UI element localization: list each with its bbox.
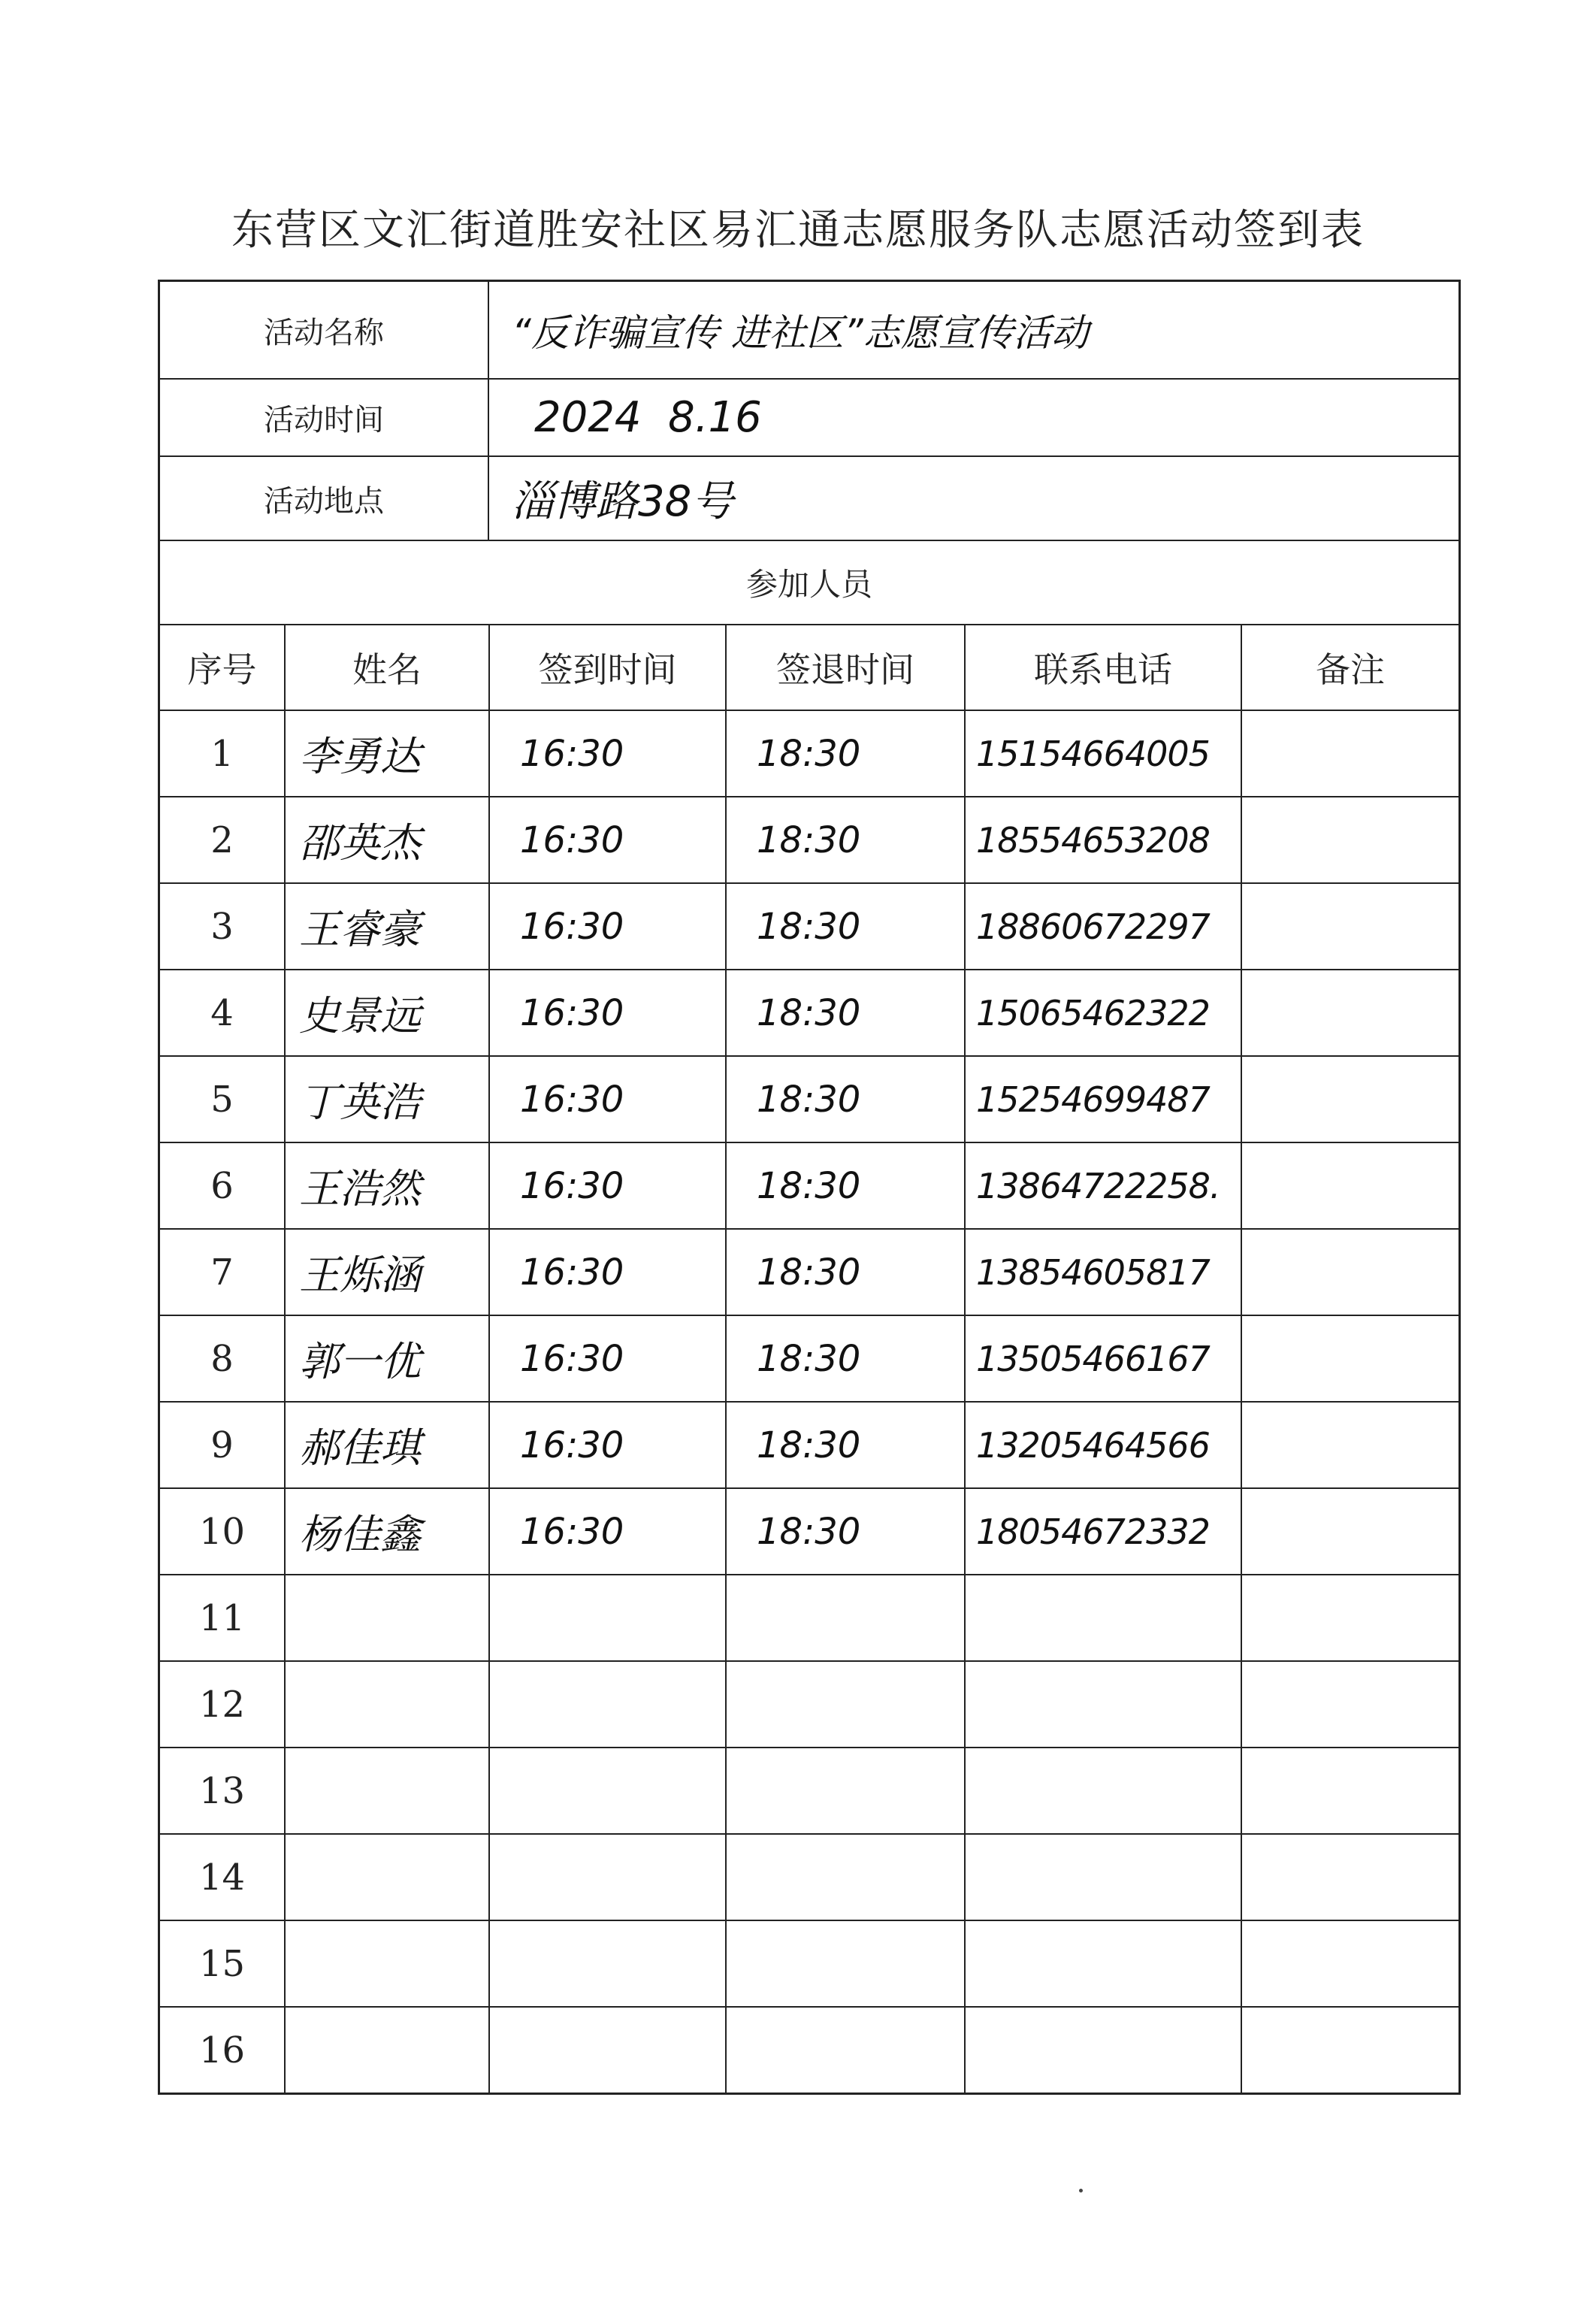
- page-title: 东营区文汇街道胜安社区易汇通志愿服务队志愿活动签到表: [231, 206, 1365, 255]
- participant-name: [285, 1920, 489, 2007]
- participant-name: 郝佳琪: [285, 1402, 489, 1488]
- col-header-checkin: 签到时间: [489, 625, 726, 710]
- col-header-no: 序号: [160, 625, 285, 710]
- checkout-time: [726, 1748, 965, 1834]
- participants-table: [160, 625, 1458, 2093]
- note: [1241, 2007, 1458, 2093]
- phone-number: 15154664005: [965, 710, 1241, 797]
- note: [1241, 883, 1458, 970]
- table-row: [160, 1229, 1458, 1315]
- row-number: 11: [160, 1575, 285, 1661]
- activity-time-label: 活动时间: [160, 380, 489, 455]
- row-number: 7: [160, 1229, 285, 1315]
- table-row: [160, 1315, 1458, 1402]
- checkout-time: 18:30: [726, 1315, 965, 1402]
- table-row: [160, 1748, 1458, 1834]
- participant-name: [285, 1834, 489, 1920]
- participant-name: [285, 1661, 489, 1748]
- col-header-name: 姓名: [285, 625, 489, 710]
- activity-name-row: [160, 282, 1458, 380]
- phone-number: 13505466167: [965, 1315, 1241, 1402]
- checkin-time: 16:30: [489, 1315, 726, 1402]
- participant-name: [285, 1575, 489, 1661]
- checkin-time: 16:30: [489, 1402, 726, 1488]
- checkin-time: 16:30: [489, 710, 726, 797]
- checkin-time: 16:30: [489, 1229, 726, 1315]
- participant-name: 王浩然: [285, 1142, 489, 1229]
- note: [1241, 1315, 1458, 1402]
- participant-name: 邵英杰: [285, 797, 489, 883]
- checkin-time: [489, 1661, 726, 1748]
- participant-name: 丁英浩: [285, 1056, 489, 1142]
- checkout-time: [726, 1661, 965, 1748]
- checkin-time: [489, 1920, 726, 2007]
- row-number: 13: [160, 1748, 285, 1834]
- checkout-time: 18:30: [726, 710, 965, 797]
- table-row: [160, 1488, 1458, 1575]
- col-header-note: 备注: [1241, 625, 1458, 710]
- note: [1241, 710, 1458, 797]
- activity-time-value: 2024 8.16: [534, 393, 762, 442]
- checkout-time: 18:30: [726, 1229, 965, 1315]
- row-number: 10: [160, 1488, 285, 1575]
- phone-number: [965, 1748, 1241, 1834]
- activity-place-row: [160, 457, 1458, 541]
- checkout-time: [726, 1920, 965, 2007]
- table-row: [160, 710, 1458, 797]
- table-row: [160, 1575, 1458, 1661]
- checkin-time: [489, 1748, 726, 1834]
- note: [1241, 1661, 1458, 1748]
- row-number: 12: [160, 1661, 285, 1748]
- phone-number: [965, 1834, 1241, 1920]
- checkin-time: 16:30: [489, 1056, 726, 1142]
- table-row: [160, 1834, 1458, 1920]
- phone-number: [965, 1575, 1241, 1661]
- participants-header: 参加人员: [160, 541, 1458, 625]
- checkout-time: 18:30: [726, 883, 965, 970]
- table-row: [160, 883, 1458, 970]
- phone-number: [965, 2007, 1241, 2093]
- note: [1241, 1575, 1458, 1661]
- row-number: 6: [160, 1142, 285, 1229]
- row-number: 14: [160, 1834, 285, 1920]
- col-header-checkout: 签退时间: [726, 625, 965, 710]
- checkin-time: 16:30: [489, 1488, 726, 1575]
- table-row: [160, 2007, 1458, 2093]
- note: [1241, 1488, 1458, 1575]
- participant-name: [285, 2007, 489, 2093]
- table-row: [160, 1920, 1458, 2007]
- checkin-time: [489, 1575, 726, 1661]
- checkout-time: 18:30: [726, 1142, 965, 1229]
- checkout-time: [726, 2007, 965, 2093]
- checkout-time: 18:30: [726, 797, 965, 883]
- participant-name: 郭一优: [285, 1315, 489, 1402]
- table-row: [160, 1661, 1458, 1748]
- phone-number: 15065462322: [965, 970, 1241, 1056]
- note: [1241, 1229, 1458, 1315]
- table-row: [160, 1056, 1458, 1142]
- phone-number: [965, 1661, 1241, 1748]
- row-number: 15: [160, 1920, 285, 2007]
- note: [1241, 1402, 1458, 1488]
- checkin-time: 16:30: [489, 797, 726, 883]
- activity-name-label: 活动名称: [160, 282, 489, 378]
- row-number: 4: [160, 970, 285, 1056]
- note: [1241, 1748, 1458, 1834]
- sign-in-sheet: [158, 280, 1461, 2095]
- checkout-time: 18:30: [726, 970, 965, 1056]
- row-number: 1: [160, 710, 285, 797]
- table-row: [160, 1402, 1458, 1488]
- participant-name: [285, 1748, 489, 1834]
- checkout-time: 18:30: [726, 1056, 965, 1142]
- row-number: 2: [160, 797, 285, 883]
- phone-number: 13854605817: [965, 1229, 1241, 1315]
- activity-time-row: [160, 380, 1458, 457]
- phone-number: 18554653208: [965, 797, 1241, 883]
- participant-name: 王烁涵: [285, 1229, 489, 1315]
- note: [1241, 1056, 1458, 1142]
- checkin-time: [489, 1834, 726, 1920]
- phone-number: [965, 1920, 1241, 2007]
- row-number: 3: [160, 883, 285, 970]
- participant-name: 史景远: [285, 970, 489, 1056]
- note: [1241, 1920, 1458, 2007]
- checkin-time: [489, 2007, 726, 2093]
- checkin-time: 16:30: [489, 1142, 726, 1229]
- checkin-time: 16:30: [489, 970, 726, 1056]
- checkout-time: 18:30: [726, 1488, 965, 1575]
- stray-ink-dot: [1079, 2189, 1083, 2192]
- phone-number: 13864722258.: [965, 1142, 1241, 1229]
- row-number: 16: [160, 2007, 285, 2093]
- col-header-phone: 联系电话: [965, 625, 1241, 710]
- activity-place-value: 淄博路38号: [512, 477, 734, 526]
- phone-number: 18054672332: [965, 1488, 1241, 1575]
- note: [1241, 970, 1458, 1056]
- row-number: 5: [160, 1056, 285, 1142]
- participant-name: 李勇达: [285, 710, 489, 797]
- note: [1241, 797, 1458, 883]
- participant-name: 王睿豪: [285, 883, 489, 970]
- table-header-row: [160, 625, 1458, 710]
- row-number: 9: [160, 1402, 285, 1488]
- checkout-time: [726, 1575, 965, 1661]
- participant-name: 杨佳鑫: [285, 1488, 489, 1575]
- checkout-time: 18:30: [726, 1402, 965, 1488]
- row-number: 8: [160, 1315, 285, 1402]
- checkin-time: 16:30: [489, 883, 726, 970]
- participants-body: [160, 710, 1458, 2093]
- checkout-time: [726, 1834, 965, 1920]
- phone-number: 13205464566: [965, 1402, 1241, 1488]
- phone-number: 18860672297: [965, 883, 1241, 970]
- table-row: [160, 1142, 1458, 1229]
- table-row: [160, 797, 1458, 883]
- phone-number: 15254699487: [965, 1056, 1241, 1142]
- activity-place-label: 活动地点: [160, 457, 489, 540]
- note: [1241, 1834, 1458, 1920]
- activity-name-value: “反诈骗宣传 进社区”志愿宣传活动: [512, 311, 1089, 355]
- note: [1241, 1142, 1458, 1229]
- table-row: [160, 970, 1458, 1056]
